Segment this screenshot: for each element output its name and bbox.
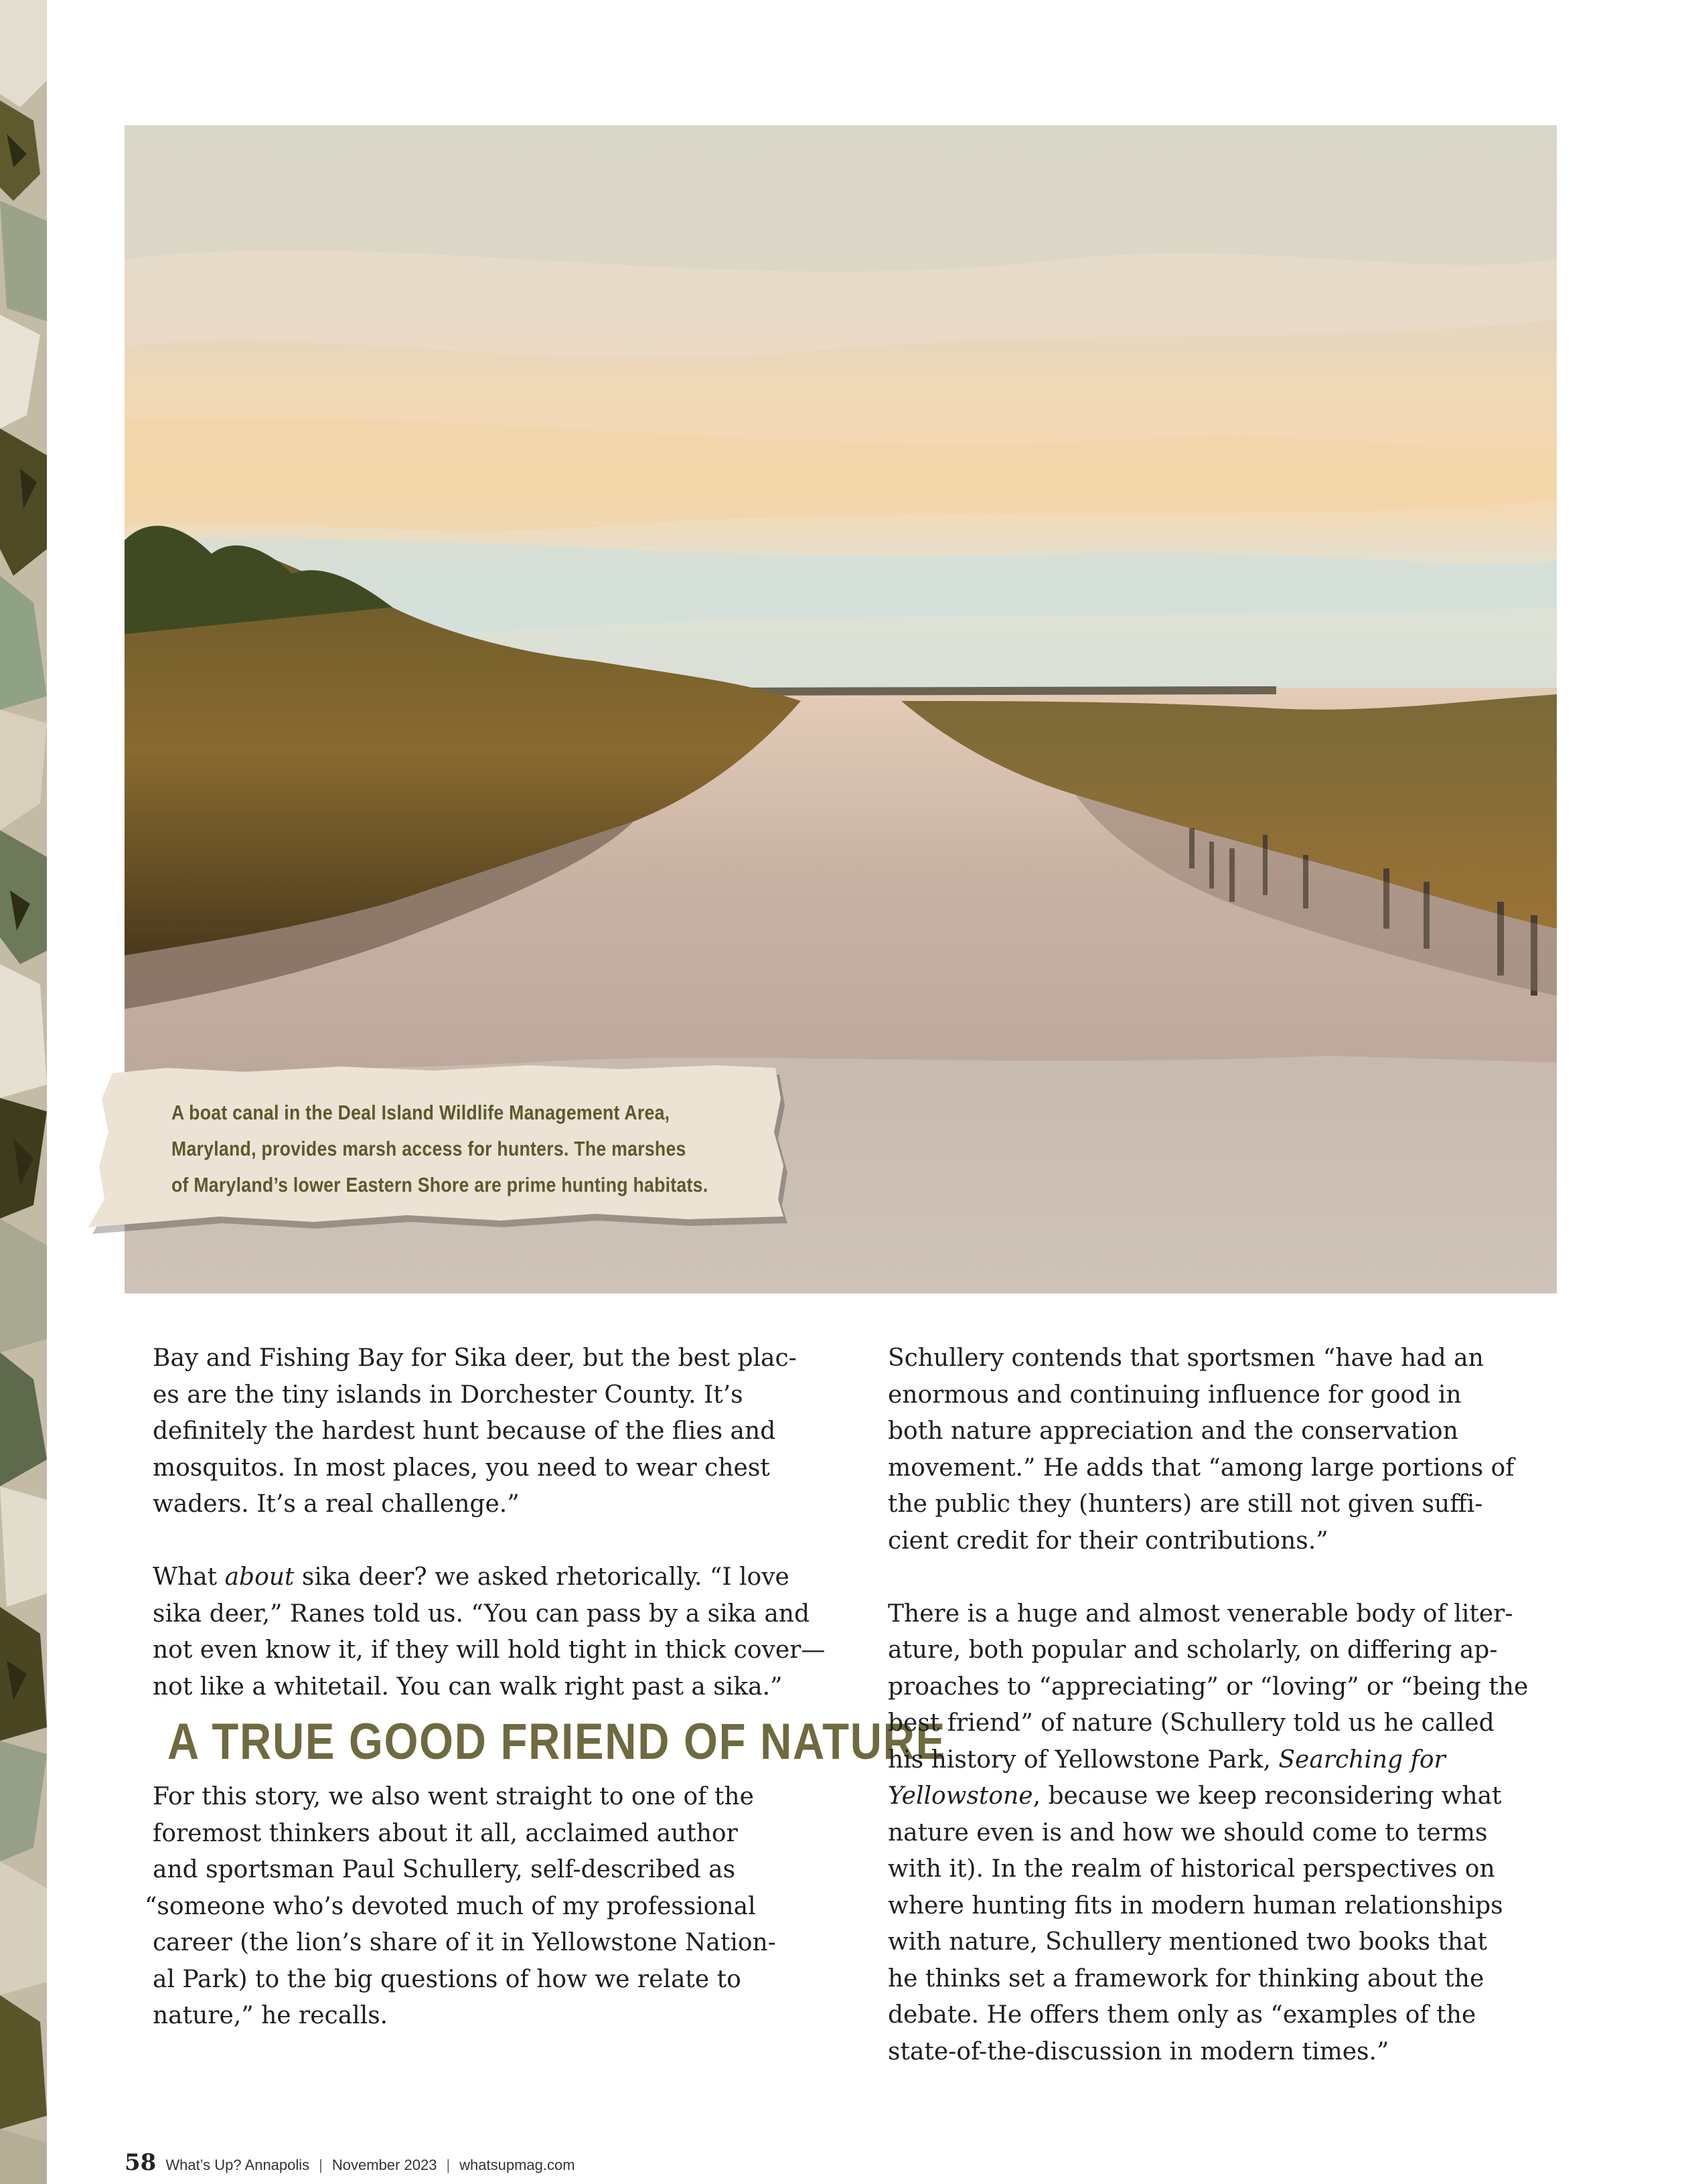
- text-line: proaches to “appreciating” or “loving” or “being the: [888, 1672, 1529, 1701]
- text-line: movement.” He adds that “among large portions of: [888, 1454, 1515, 1482]
- text-line: waders. It’s a real challenge.”: [153, 1490, 520, 1518]
- text-line: Bay and Fishing Bay for Sika deer, but the best plac-: [153, 1344, 797, 1372]
- issue-date: November 2023: [331, 2157, 437, 2173]
- page-number: 58: [125, 2149, 157, 2176]
- text-line: [888, 1778, 1531, 1815]
- text-line: both nature appreciation and the conservation: [888, 1417, 1458, 1445]
- text-line: foremost thinkers about it all, acclaimed author: [153, 1819, 738, 1847]
- text-line: ature, both popular and scholarly, on differing ap-: [888, 1636, 1498, 1664]
- caption-line: of Maryland’s lower Eastern Shore are prime hunting habitats.: [171, 1173, 708, 1196]
- text-line: “someone who’s devoted much of my professional: [145, 1892, 756, 1920]
- text-line: not even know it, if they will hold tight in thick cover—: [153, 1636, 826, 1664]
- text-fragment: What: [153, 1563, 225, 1591]
- caption-text: [171, 1095, 708, 1203]
- paragraph-sika-deer: [153, 1559, 826, 1705]
- text-line: debate. He offers them only as “examples of the: [888, 2001, 1476, 2029]
- text-line: es are the tiny islands in Dorchester County. It’s: [153, 1381, 743, 1409]
- paragraph-schullery-intro: [145, 1779, 795, 2035]
- text-line: cient credit for their contributions.”: [888, 1527, 1328, 1555]
- text-line: [888, 1742, 1531, 1779]
- text-line: best friend” of nature (Schullery told us he called: [888, 1709, 1495, 1737]
- emphasis-about: about: [224, 1563, 295, 1591]
- website-link[interactable]: whatsupmag.com: [459, 2157, 575, 2173]
- text-line: where hunting fits in modern human relationships: [888, 1891, 1503, 1920]
- text-fragment: sika deer? we asked rhetorically. “I love: [294, 1563, 789, 1591]
- photo-caption: [86, 1061, 797, 1240]
- publication-name: What’s Up? Annapolis: [165, 2157, 310, 2173]
- text-line: There is a huge and almost venerable body of liter-: [888, 1600, 1513, 1628]
- footer-separator: |: [319, 2157, 323, 2173]
- text-line: enormous and continuing influence for good in: [888, 1381, 1462, 1409]
- text-line: career (the lion’s share of it in Yellowstone Nation-: [153, 1929, 776, 1956]
- paragraph-literature: [888, 1596, 1531, 2071]
- footer-separator: |: [446, 2157, 451, 2173]
- text-line: [153, 1559, 795, 1596]
- text-line: Schullery contends that sportsmen “have had an: [888, 1344, 1484, 1372]
- page-footer: [125, 2149, 575, 2176]
- text-line: definitely the hardest hunt because of the flies and: [153, 1417, 776, 1445]
- text-line: For this story, we also went straight to one of the: [153, 1783, 754, 1810]
- text-line: the public they (hunters) are still not given suffi-: [888, 1490, 1483, 1518]
- text-line: state-of-the-discussion in modern times.”: [888, 2037, 1389, 2065]
- text-line: with nature, Schullery mentioned two books that: [888, 1928, 1488, 1956]
- text-line: al Park) to the big questions of how we relate to: [153, 1965, 741, 1993]
- paragraph-sportsmen-influence: [888, 1340, 1531, 1559]
- book-title: Searching for: [1278, 1745, 1446, 1774]
- book-title: Yellowstone: [888, 1782, 1033, 1810]
- caption-line: Maryland, provides marsh access for hunters. The marshes: [171, 1137, 686, 1160]
- caption-line: A boat canal in the Deal Island Wildlife Management Area,: [171, 1101, 670, 1124]
- text-line: he thinks set a framework for thinking about the: [888, 1964, 1484, 1993]
- section-heading: A TRUE GOOD FRIEND OF NATURE: [167, 1713, 946, 1770]
- text-line: mosquitos. In most places, you need to wear chest: [153, 1454, 770, 1482]
- text-fragment: , because we keep reconsidering what: [1033, 1782, 1502, 1810]
- text-line: sika deer,” Ranes told us. “You can pass by a sika and: [153, 1600, 810, 1628]
- text-line: and sportsman Paul Schullery, self-described as: [153, 1856, 736, 1883]
- text-line: not like a whitetail. You can walk right past a sika.”: [153, 1672, 783, 1701]
- left-column: [145, 1340, 946, 2035]
- text-line: nature,” he recalls.: [153, 2002, 388, 2029]
- paragraph-ranes-quote-end: [153, 1340, 795, 1523]
- text-line: nature even is and how we should come to terms: [888, 1818, 1488, 1847]
- text-line: with it). In the realm of historical perspectives on: [888, 1855, 1495, 1883]
- right-column: [888, 1340, 1531, 2070]
- camo-border: [0, 0, 47, 2184]
- text-fragment: his history of Yellowstone Park,: [888, 1745, 1279, 1774]
